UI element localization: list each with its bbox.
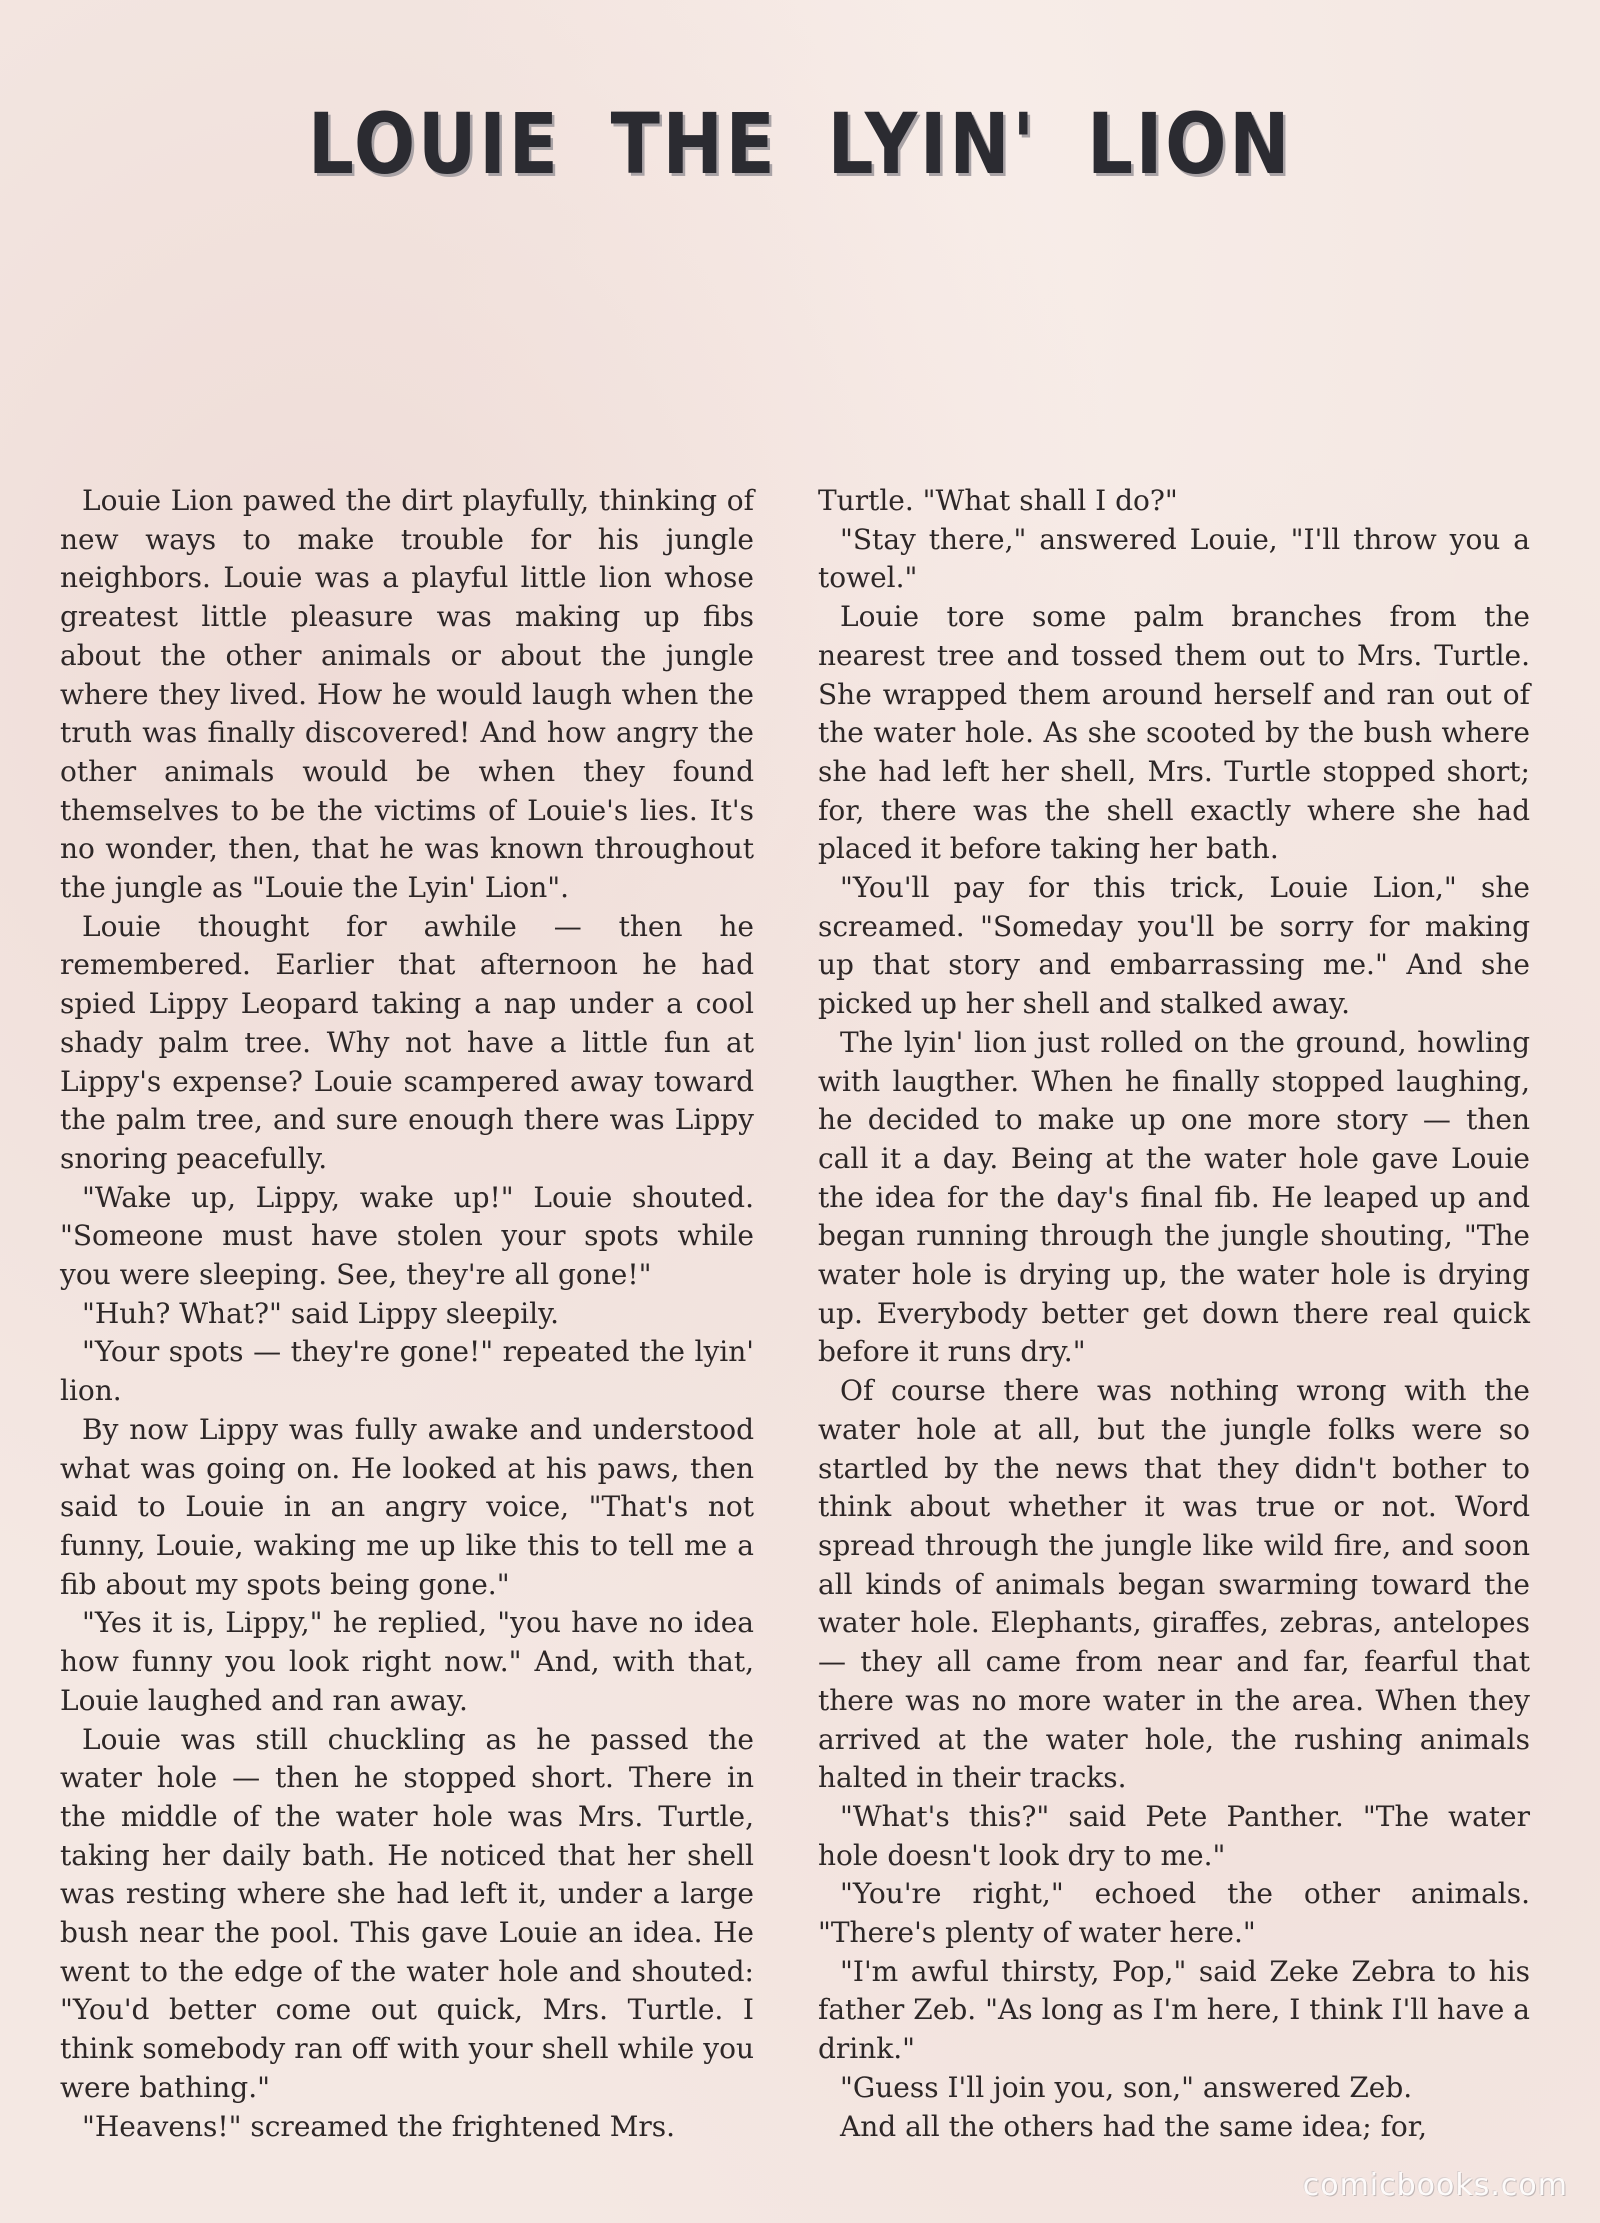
paragraph: "What's this?" said Pete Panther. "The water hole doesn't look dry to me." (818, 1799, 1530, 1872)
paragraph: "You're right," echoed the other animals. "There's plenty of water here." (818, 1877, 1530, 1950)
paragraph: "Yes it is, Lippy," he replied, "you have no idea how funny you look right now." And, with that, Louie laughed and ran away. (60, 1606, 754, 1717)
paragraph: Louie Lion pawed the dirt playfully, thinking of new ways to make trouble for his jungle neighbors. Louie was a playful little lion whose greatest little pleasure was making up fibs about the other animals or about the jungle where they lived. How he would laugh when the truth was finally discovered! And how angry the other animals would be when they found themselves to be the victims of Louie's lies. It's no wonder, then, that he was known throughout the jungle as "Louie the Lyin' Lion". (60, 484, 754, 905)
paragraph: "Wake up, Lippy, wake up!" Louie shouted. "Someone must have stolen your spots while you were sleeping. See, they're all gone!" (60, 1180, 754, 1292)
watermark: comicbooks.com (1302, 2168, 1568, 2203)
paragraph: Louie was still chuckling as he passed the water hole — then he stopped short. There in the middle of the water hole was Mrs. Turtle, taking her daily bath. He noticed that her shell was resting where she had left it, under a large bush near the pool. This gave Louie an idea. He went to the edge of the water hole and shouted: "You'd better come out quick, Mrs. Turtle. I think somebody ran off with your shell while you were bathing." (60, 1722, 754, 2104)
paragraph: Louie tore some palm branches from the nearest tree and tossed them out to Mrs. Turtle. She wrapped them around herself and ran out of the water hole. As she scooted by the bush where she had left her shell, Mrs. Turtle stopped short; for, there was the shell exactly where she had placed it before taking her bath. (818, 600, 1530, 866)
paragraph: Louie thought for awhile — then he remembered. Earlier that afternoon he had spied Lippy Leopard taking a nap under a cool shady palm tree. Why not have a little fun at Lippy's expense? Louie scampered away toward the palm tree, and sure enough there was Lippy snoring peacefully. (60, 909, 754, 1175)
paragraph-continuation: Turtle. "What shall I do?" (818, 484, 1178, 517)
paragraph: "I'm awful thirsty, Pop," said Zeke Zebra to his father Zeb. "As long as I'm here, I think I'll have a drink." (818, 1954, 1530, 2066)
story-column-left (60, 482, 754, 2146)
paragraph: The lyin' lion just rolled on the ground, howling with laugther. When he finally stopped laughing, he decided to make up one more story — then call it a day. Being at the water hole gave Louie the idea for the day's final fib. He leaped up and began running through the jungle shouting, "The water hole is drying up, the water hole is drying up. Everybody better get down there real quick before it runs dry." (818, 1025, 1530, 1369)
paragraph: Of course there was nothing wrong with the water hole at all, but the jungle folks were so startled by the news that they didn't bother to think about whether it was true or not. Word spread through the jungle like wild fire, and soon all kinds of animals began swarming toward the water hole. Elephants, giraffes, zebras, antelopes — they all came from near and far, fearful that there was no more water in the area. When they arrived at the water hole, the rushing animals halted in their tracks. (818, 1374, 1530, 1795)
page-title: LOUIE THE LYIN' LION (307, 95, 1293, 193)
paragraph: "You'll pay for this trick, Louie Lion," she screamed. "Someday you'll be sorry for making up that story and embarrassing me." And she picked up her shell and stalked away. (818, 871, 1530, 1021)
story-column-right (818, 482, 1530, 2146)
paragraph: By now Lippy was fully awake and understood what was going on. He looked at his paws, then said to Louie in an angry voice, "That's not funny, Louie, waking me up like this to tell me a fib about my spots being gone." (60, 1412, 754, 1601)
paragraph: "Guess I'll join you, son," answered Zeb. (840, 2070, 1413, 2104)
paragraph: "Stay there," answered Louie, "I'll throw you a towel." (818, 522, 1530, 595)
paragraph: "Heavens!" screamed the frightened Mrs. (82, 2109, 676, 2143)
paragraph: And all the others had the same idea; for, (840, 2109, 1428, 2143)
paragraph: "Huh? What?" said Lippy sleepily. (82, 1296, 560, 1330)
paragraph: "Your spots — they're gone!" repeated the lyin' lion. (60, 1335, 754, 1408)
